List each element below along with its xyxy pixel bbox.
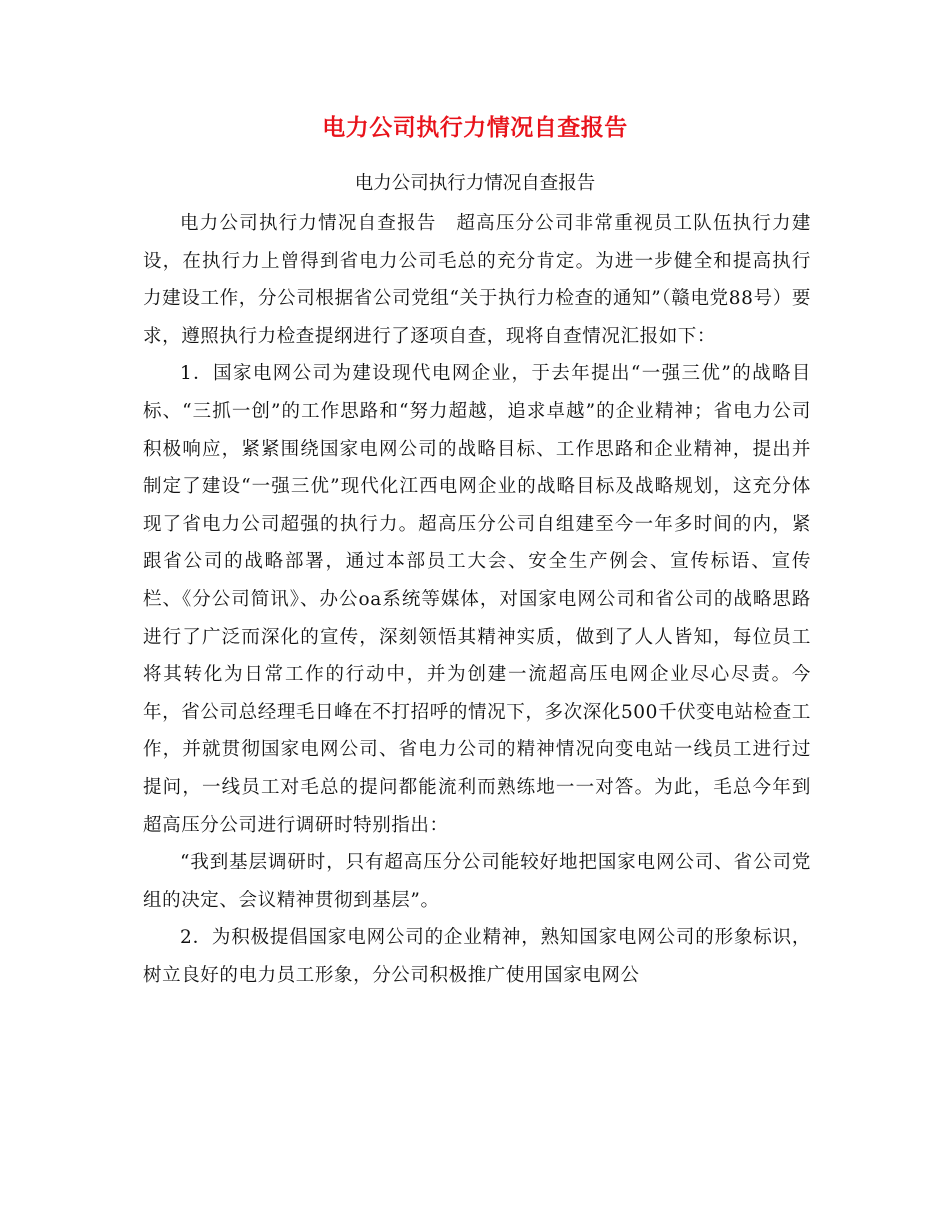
paragraph-intro: 电力公司执行力情况自查报告 超高压分公司非常重视员工队伍执行力建设，在执行力上曾得到省电力公司毛总的充分肯定。为进一步健全和提高执行力建设工作，分公司根据省公司党组“关于执行力检查的通知”（赣电党88号）要求，遵照执行力检查提纲进行了逐项自查，现将自查情况汇报如下： xyxy=(143,213,811,347)
paragraph-section-2: 2．为积极提倡国家电网公司的企业精神，熟知国家电网公司的形象标识，树立良好的电力员工形象，分公司积极推广使用国家电网公 xyxy=(143,927,811,986)
document-subtitle: 电力公司执行力情况自查报告 xyxy=(354,173,596,194)
document-title: 电力公司执行力情况自查报告 xyxy=(322,115,628,141)
document-body xyxy=(143,205,811,994)
paragraph-quote: “我到基层调研时，只有超高压分公司能较好地把国家电网公司、省公司党组的决定、会议精神贯彻到基层”。 xyxy=(143,852,811,911)
paragraph-section-1: 1．国家电网公司为建设现代电网企业，于去年提出“一强三优”的战略目标、“三抓一创”的工作思路和“努力超越，追求卓越”的企业精神；省电力公司积极响应，紧紧围绕国家电网公司的战略目标、工作思路和企业精神，提出并制定了建设“一强三优”现代化江西电网企业的战略目标及战略规划，这充分体现了省电力公司超强的执行力。超高压分公司自组建至今一年多时间的内，紧跟省公司的战略部署，通过本部员工大会、安全生产例会、宣传标语、宣传栏、《分公司简讯》、办公oa系统等媒体，对国家电网公司和省公司的战略思路进行了广泛而深化的宣传，深刻领悟其精神实质，做到了人人皆知，每位员工将其转化为日常工作的行动中，并为创建一流超高压电网企业尽心尽责。今年，省公司总经理毛日峰在不打招呼的情况下，多次深化500千伏变电站检查工作，并就贯彻国家电网公司、省电力公司的精神情况向变电站一线员工进行过提问，一线员工对毛总的提问都能流利而熟练地一一对答。为此，毛总今年到超高压分公司进行调研时特别指出： xyxy=(143,363,811,836)
